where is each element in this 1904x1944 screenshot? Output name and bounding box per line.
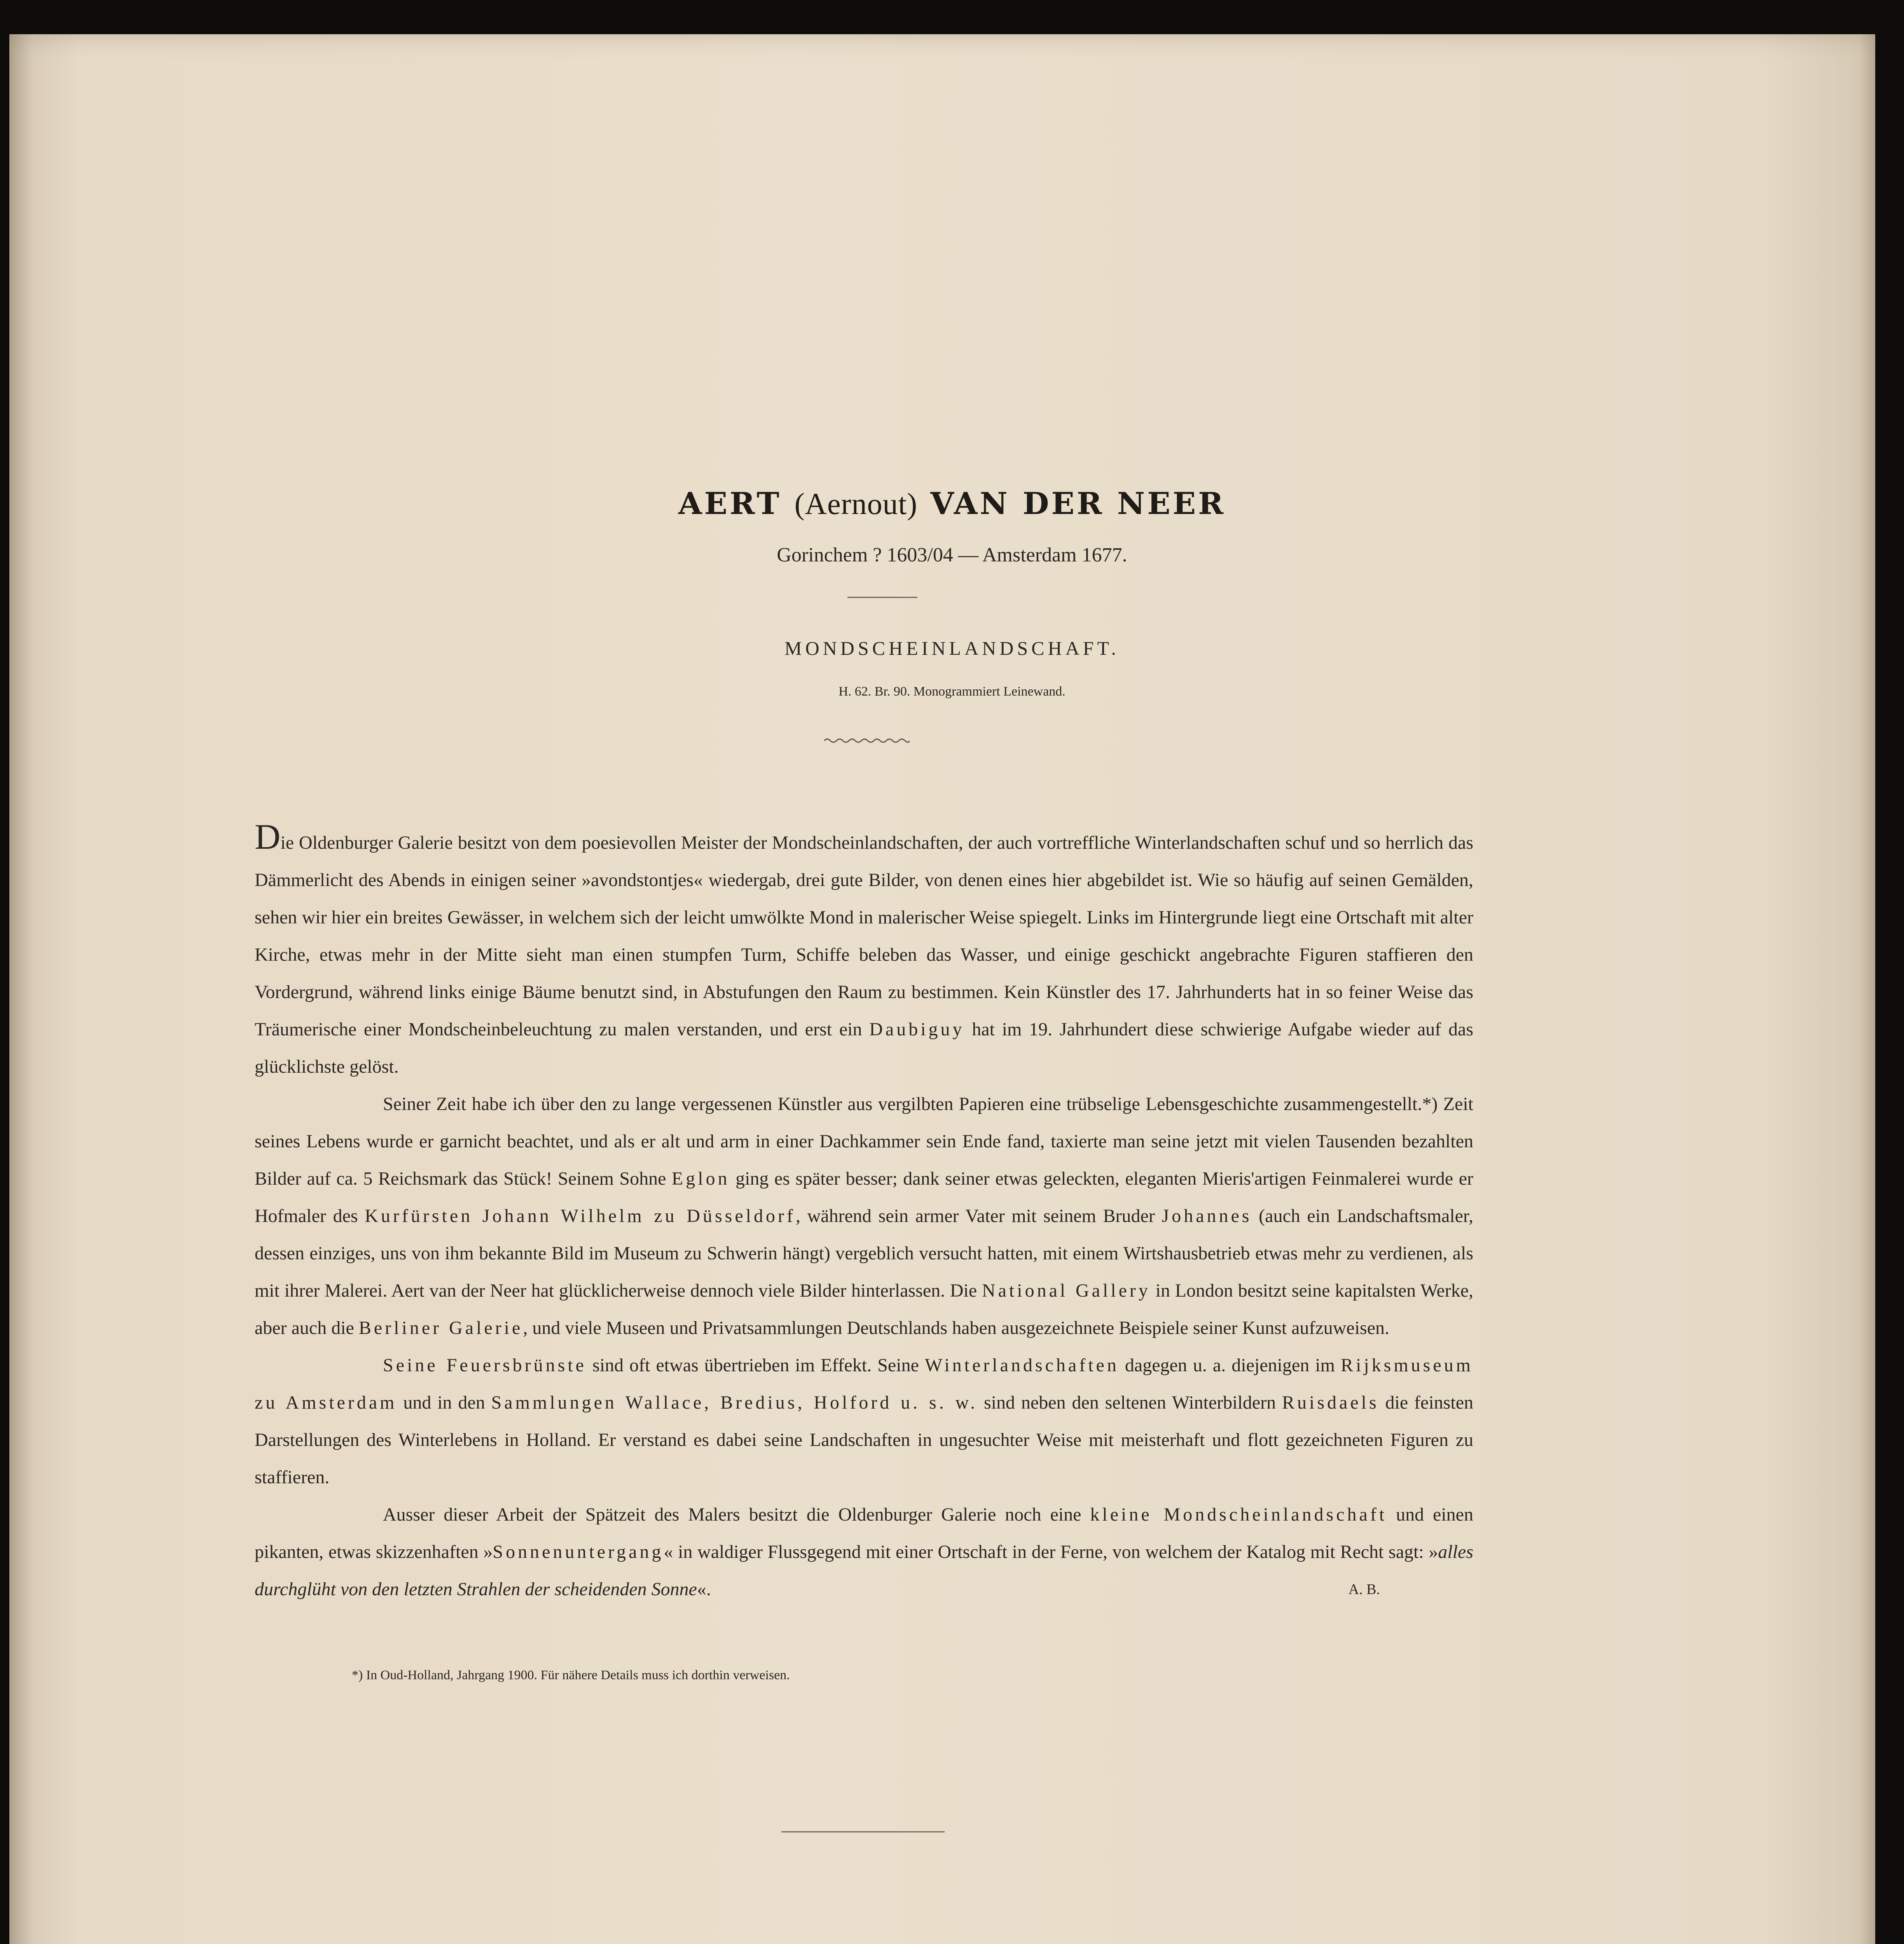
painting-details: H. 62. Br. 90. Monogrammiert Leinewand.	[838, 684, 1066, 699]
ornament-divider	[824, 737, 910, 745]
paragraph-1: Die Oldenburger Galerie besitzt von dem poesievollen Meister der Mondscheinlandschaften, der auch vortreffliche Winterlandschaften schuf und so herrlich das Dämmerlicht des Abends in einigen seiner »avondstontjes« wiedergab, drei gute Bilder, von denen eines hier abgebildet ist. Wie so häufig auf seinen Gemälden, sehen wir hier ein breites Gewässer, in welchem sich der leicht umwölkte Mond in malerischer Weise spiegelt. Links im Hintergrunde liegt eine Ortschaft mit alter Kirche, etwas mehr in der Mitte sieht man einen stumpfen Turm, Schiffe beleben das Wasser, und einige geschickt angebrachte Figuren staffieren den Vordergrund, während links einige Bäume benutzt sind, in Abstufungen den Raum zu bestimmen. Kein Künstler des 17. Jahrhunderts hat in so feiner Weise das Träumerische einer Mondscheinbeleuchtung zu malen verstanden, und erst ein Daubiguy hat im 19. Jahrhundert diese schwierige Aufgabe wieder auf das glücklichste gelöst.	[255, 817, 1474, 1077]
article-body	[255, 817, 1474, 1608]
paragraph-4: Ausser dieser Arbeit der Spätzeit des Malers besitzt die Oldenburger Galerie noch eine kleine Mondscheinlandschaft und einen pikanten, etwas skizzenhaften »Sonnenuntergang« in waldiger Flussgegend mit einer Ortschaft in der Ferne, von welchem der Katalog mit Recht sagt: »alles durchglüht von den letzten Strahlen der scheidenden Sonne«. A. B.	[255, 1496, 1473, 1608]
heading-divider	[847, 597, 917, 598]
paragraph-2: Seiner Zeit habe ich über den zu lange vergessenen Künstler aus vergilbten Papieren eine trübselige Lebensgeschichte zusammengestellt.*) Zeit seines Lebens wurde er garnicht beachtet, und als er alt und arm in einer Dachkammer sein Ende fand, taxierte man seine jetzt mit vielen Tausenden bezahlten Bilder auf ca. 5 Reichsmark das Stück! Seinem Sohne Eglon ging es später besser; dank seiner etwas geleckten, eleganten Mieris'artigen Feinmalerei wurde er Hofmaler des Kurfürsten Johann Wilhelm zu Düsseldorf, während sein armer Vater mit seinem Bruder Johannes (auch ein Landschaftsmaler, dessen einziges, uns von ihm bekannte Bild im Museum zu Schwerin hängt) vergeblich versucht hatten, mit einem Wirtshausbetrieb etwas mehr zu verdienen, als mit ihrer Malerei. Aert van der Neer hat glücklicherweise dennoch viele Bilder hinterlassen. Die National Gallery in London besitzt seine kapitalsten Werke, aber auch die Berliner Galerie, und viele Museen und Privatsammlungen Deutschlands haben ausgezeichnete Beispiele seiner Kunst aufzuweisen.	[255, 1094, 1474, 1338]
artist-heading: AERT (Aernout) VAN DER NEER	[678, 486, 1226, 521]
paragraph-3: Seine Feuersbrünste sind oft etwas übertrieben im Effekt. Seine Winterlandschaften dagegen u. a. diejenigen im Rijksmuseum zu Amsterdam und in den Sammlungen Wallace, Bredius, Holford u. s. w. sind neben den seltenen Winterbildern Ruisdaels die feinsten Darstellungen des Winterlebens in Holland. Er verstand es dabei seine Landschaften in ungesuchter Weise mit meisterhaft und flott gezeichneten Figuren zu staffieren.	[255, 1355, 1473, 1488]
author-signature: A. B.	[1348, 1581, 1380, 1598]
closing-rule	[781, 1831, 945, 1832]
artist-life-dates: Gorinchem ? 1603/04 — Amsterdam 1677.	[777, 544, 1127, 566]
painting-title: MONDSCHEINLANDSCHAFT.	[784, 637, 1120, 659]
footnote: *) In Oud-Holland, Jahrgang 1900. Für nähere Details muss ich dorthin verweisen.	[352, 1668, 790, 1682]
initial-letter: D	[255, 817, 281, 857]
